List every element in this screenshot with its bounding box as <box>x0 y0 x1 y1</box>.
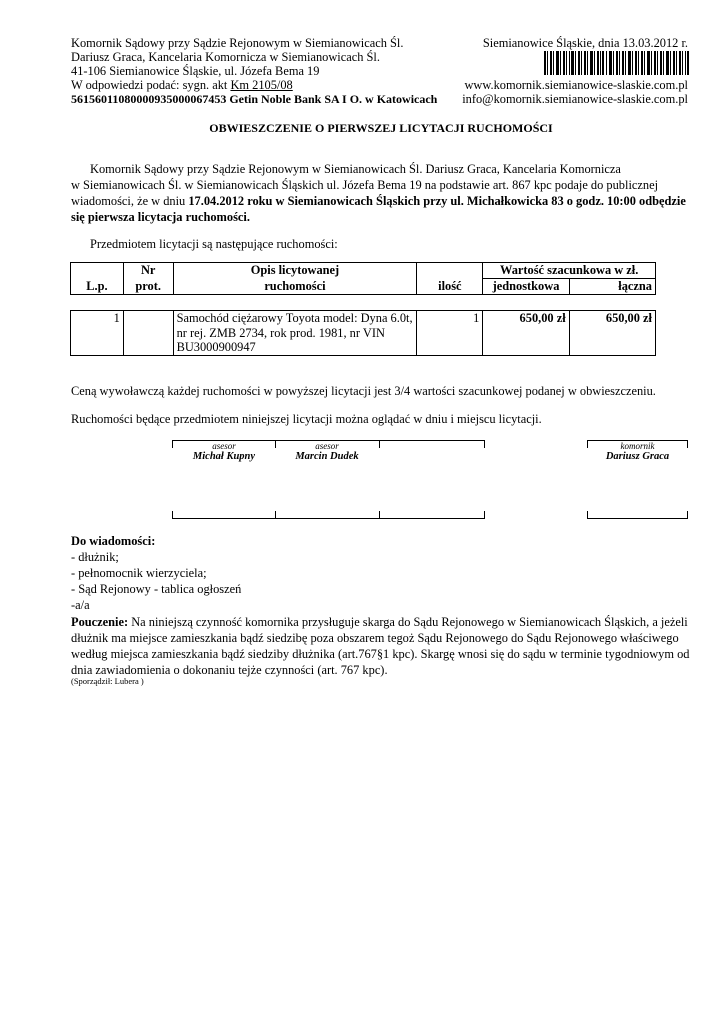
case-reference <box>71 78 293 92</box>
case-reference-label: W odpowiedzi podać: sygn. akt <box>71 78 231 92</box>
col-opis-2: ruchomości <box>173 279 417 295</box>
signature-bottom-line-right <box>587 518 687 519</box>
auction-date-place: 17.04.2012 roku w Siemianowicach Śląskich przy ul. Michałkowicka 83 o godz. 10:00 odbędzie <box>188 194 686 208</box>
items-table-header <box>70 262 656 295</box>
signature-tick <box>587 511 588 519</box>
signature-tick <box>484 440 485 448</box>
signature-tick <box>172 511 173 519</box>
col-ilosc: ilość <box>417 263 483 295</box>
to-know-heading: Do wiadomości: <box>71 534 156 548</box>
recipient-item: - pełnomocnik wierzyciela; <box>71 566 207 580</box>
office-name: Dariusz Graca, Kancelaria Komornicza w Siemianowicach Śl. <box>71 50 380 64</box>
intro-line-1: Komornik Sądowy przy Sądzie Rejonowym w Siemianowicach Śl. Dariusz Graca, Kancelaria Komornicza <box>90 162 621 176</box>
bailiff-name: Komornik Sądowy przy Sądzie Rejonowym w Siemianowicach Śl. <box>71 36 404 50</box>
email-link[interactable]: info@komornik.siemianowice-slaskie.com.pl <box>462 92 688 106</box>
instruction-block <box>71 603 691 677</box>
row-ilosc: 1 <box>417 311 483 356</box>
office-address: 41-106 Siemianowice Śląskie, ul. Józefa Bema 19 <box>71 64 320 78</box>
document-title: OBWIESZCZENIE O PIERWSZEJ LICYTACJI RUCHOMOŚCI <box>209 121 553 135</box>
barcode-icon <box>544 51 689 75</box>
col-laczna: łączna <box>569 279 655 295</box>
signature-tick <box>275 511 276 519</box>
row-opis: Samochód ciężarowy Toyota model: Dyna 6.0t, nr rej. ZMB 2734, rok prod. 1981, nr VIN BU3000900947 <box>173 311 417 356</box>
table-row <box>71 311 656 356</box>
signature-role: asesor <box>315 441 339 451</box>
signature-tick <box>379 440 380 448</box>
signature-name: Marcin Dudek <box>295 451 359 462</box>
signature-name: Michał Kupny <box>192 451 256 462</box>
row-laczna: 650,00 zł <box>569 311 655 356</box>
signature-role: asesor <box>212 441 236 451</box>
viewing-note: Ruchomości będące przedmiotem niniejszej licytacji można oglądać w dniu i miejscu licytacji. <box>71 412 542 426</box>
bank-account: 56156011080000935000067453 Getin Noble Bank SA I O. w Katowicach <box>71 92 438 106</box>
col-nr-2: prot. <box>123 279 173 295</box>
row-jednostkowa: 650,00 zł <box>483 311 569 356</box>
website-link[interactable]: www.komornik.siemianowice-slaskie.com.pl <box>464 78 688 92</box>
intro-line-3 <box>71 193 686 209</box>
place-and-date: Siemianowice Śląskie, dnia 13.03.2012 r. <box>482 36 688 50</box>
recipient-item: - dłużnik; <box>71 550 119 564</box>
signature-bottom-line-left <box>172 518 484 519</box>
col-wartosc: Wartość szacunkowa w zł. <box>483 263 656 279</box>
signature-tick <box>484 511 485 519</box>
price-note: Ceną wywoławczą każdej ruchomości w powyższej licytacji jest 3/4 wartości szacunkowej podanej w obwieszczeniu. <box>71 384 656 398</box>
recipient-item: - Sąd Rejonowy - tablica ogłoszeń <box>71 582 242 596</box>
intro-line-2: w Siemianowicach Śl. w Siemianowicach Śląskich ul. Józefa Bema 19 na podstawie art. 867 kpc podaje do publicznej <box>71 178 659 192</box>
signature-tick <box>687 511 688 519</box>
instruction-text: Na niniejszą czynność komornika przysługuje skarga do Sądu Rejonowego w Siemianowicach Śląskich, a jeżeli dłużnik ma miejsce zamieszkania bądź siedzibę poza obszarem tegoż Sądu Rejonowego do Sądu Rejonowego właściwego według miejsca zamieszkania bądź siedziby dłużnika (art.767§1 kpc). Skargę wnosi się do sądu w terminie tygodniowym od dnia zawiadomienia o dokonaniu tejże czynności (art. 767 kpc). <box>71 615 690 677</box>
prepared-by: (Sporządził: Lubera ) <box>71 676 144 686</box>
case-number: Km 2105/08 <box>230 78 293 92</box>
recipient-item: -a/a <box>71 598 90 612</box>
signature-tick <box>379 511 380 519</box>
col-lp: L.p. <box>71 263 124 295</box>
items-table-body <box>70 310 656 356</box>
row-nr <box>123 311 173 356</box>
col-jednostkowa: jednostkowa <box>483 279 569 295</box>
col-nr: Nr <box>123 263 173 279</box>
subject-intro: Przedmiotem licytacji są następujące ruchomości: <box>90 237 338 251</box>
row-lp: 1 <box>71 311 124 356</box>
col-opis: Opis licytowanej <box>173 263 417 279</box>
signature-name: Dariusz Graca <box>605 451 670 462</box>
intro-line-3-start: wiadomości, że w dniu <box>71 194 189 208</box>
instruction-label: Pouczenie: <box>71 615 129 629</box>
intro-line-4: się pierwsza licytacja ruchomości. <box>71 210 250 224</box>
signature-role: komornik <box>620 441 655 451</box>
